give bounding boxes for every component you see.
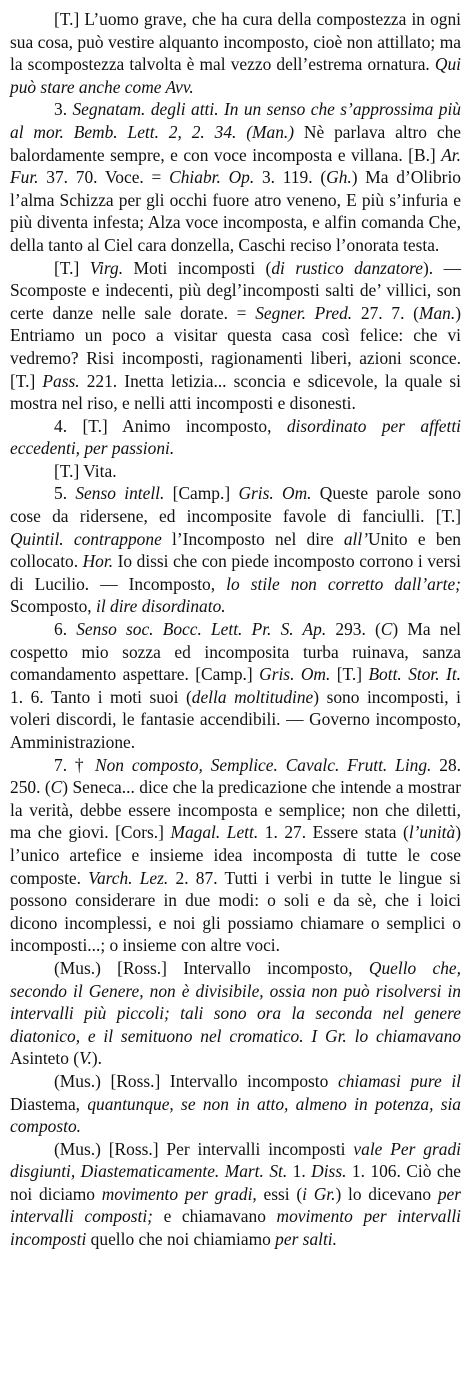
text-run: 37. 70. Voce. =	[38, 167, 170, 188]
italic-run: quantunque, se non in atto, almeno in potenza, sia composto.	[10, 1093, 461, 1137]
text-run: 3. 119. (	[254, 167, 327, 188]
text-run: ).	[91, 1048, 102, 1069]
text-run: ) Ma d’Olibrio l’alma Schizza per gli occhi fuore atro veneno, E più s’infuria e più diventa infesta; Alza voce incomposta, e alfin comanda Che, della tanto al Ciel cara donzella, Caschi reciso l’onorata testa.	[10, 167, 461, 255]
italic-run: Hor.	[82, 551, 114, 572]
text-run: 293. (	[326, 619, 381, 640]
text-run: ). — Scomposte e indecenti, più degl’incomposti salti de’ villici, son certe danze nelle sale dorate. =	[10, 257, 461, 323]
text-run: e chiamavano	[152, 1206, 277, 1227]
italic-run: C	[50, 777, 63, 798]
entry-paragraph-p7	[10, 618, 461, 754]
italic-run: Senso intell.	[75, 483, 165, 504]
italic-run: vale Per gradi disgiunti, Diastematicamente. Mart. St.	[10, 1138, 461, 1182]
italic-run: i Gr.	[302, 1183, 336, 1204]
text-run: [Camp.]	[164, 483, 239, 504]
italic-run: per salti.	[275, 1229, 337, 1250]
text-run: (Mus.) [Ross.] Intervallo incomposto	[54, 1070, 338, 1091]
text-run: 4. [T.] Animo incomposto,	[54, 415, 287, 436]
entry-paragraph-p3	[10, 257, 461, 415]
text-run: 27. 7. (	[352, 302, 419, 323]
italic-run: Segner. Pred.	[255, 302, 353, 323]
text-run: Nè parlava altro che balordamente sempre, e con voce incomposta e villana. [B.]	[10, 121, 461, 165]
text-run: 3.	[54, 99, 73, 120]
text-run: [T.]	[330, 664, 369, 685]
text-run: [T.] L’uomo grave, che ha cura della compostezza in ogni sua cosa, può vestire alquanto incomposto, cioè non attillato; ma la scompostezza talvolta è mal vezzo dell’estrema ornatura.	[10, 9, 461, 75]
italic-run: Diss.	[311, 1161, 347, 1182]
text-column	[10, 8, 461, 1251]
italic-run: lo stile non corretto dall’arte;	[226, 573, 461, 594]
text-run: (Mus.) [Ross.] Intervallo incomposto,	[54, 957, 369, 978]
italic-run: movimento per gradi,	[101, 1183, 257, 1204]
italic-run: Pass.	[42, 370, 80, 391]
italic-run: della moltitudine	[191, 686, 314, 707]
italic-run: C	[380, 619, 393, 640]
text-run: quello che noi chiamiamo	[86, 1229, 276, 1250]
italic-run: Qui può stare anche come Avv.	[10, 54, 461, 97]
italic-run: disordinato per affetti eccedenti, per passioni.	[10, 415, 461, 459]
italic-run: l’unità	[408, 822, 456, 843]
entry-paragraph-p9	[10, 957, 461, 1070]
italic-run: Man.	[418, 302, 456, 323]
italic-run: di rustico danzatore	[271, 257, 424, 278]
italic-run: Gris. Om.	[259, 664, 331, 685]
italic-run: Bott. Stor. It.	[368, 664, 461, 685]
italic-run: Ar. Fur.	[10, 144, 461, 188]
italic-run: per intervalli composti;	[10, 1183, 461, 1227]
text-run: 2. 87. Tutti i verbi in tutte le lingue si possono considerare in due modi: o soli e da sè, che i loici dicono incomplessi, e noi gli possiamo chiamare o semplici o incomposti...; o insieme con altre voci.	[10, 867, 461, 956]
entry-paragraph-p4	[10, 415, 461, 460]
italic-run: il dire disordinato.	[96, 596, 226, 617]
text-run: ) sono incomposti, i voleri discordi, le fantasie accendibili. — Governo incomposto, Amministrazione.	[10, 686, 461, 752]
italic-run: Senso soc. Bocc. Lett. Pr. S. Ap.	[76, 619, 327, 640]
italic-run: Varch. Lez.	[88, 867, 169, 888]
italic-run: Quintil. contrappone	[10, 528, 162, 549]
text-run: Io dissi che con piede incomposto corrono i versi di Lucilio. — Incomposto,	[10, 551, 461, 594]
text-run: [T.]	[54, 257, 90, 278]
text-run: ) Seneca... dice che la predicazione che intende a mostrar la verità, debbe essere incomposta e semplice; non che diletti, ma che giovi. [Cors.]	[10, 777, 461, 843]
text-run: 6.	[54, 619, 77, 640]
text-run: Unito e ben collocato.	[10, 528, 461, 572]
text-run: ) Entriamo un poco a visitar questa casa così felice: che vi vedremo? Risi incomposti, ragionamenti liberi, azioni sconce. [T.]	[10, 302, 461, 391]
text-run: 1. 27. Essere stata (	[258, 822, 409, 843]
text-run: ) lo dicevano	[335, 1183, 438, 1204]
entry-paragraph-p1	[10, 8, 461, 98]
text-run: 1.	[287, 1161, 312, 1182]
entry-paragraph-p2	[10, 98, 461, 256]
text-run: 1. 6. Tanto i moti suoi (	[10, 686, 192, 707]
text-run: Diastema,	[10, 1093, 88, 1114]
text-run: essi (	[256, 1183, 303, 1204]
italic-run: Quello che, secondo il Genere, non è divisibile, ossia non può risolversi in intervalli più piccoli; tali sono ora la seconda nel genere diatonico, e il semituono nel cromatico. I Gr. lo chiamavano	[10, 957, 461, 1046]
text-run: 28. 250. (	[10, 754, 461, 798]
italic-run: movimento per intervalli incomposti	[10, 1206, 461, 1250]
italic-run: chiamasi pure il	[338, 1070, 461, 1091]
text-run: 5.	[54, 483, 76, 504]
text-run: (Mus.) [Ross.] Per intervalli incomposti	[54, 1138, 354, 1159]
text-run: [T.] Vita.	[54, 460, 117, 481]
text-run: Queste parole sono cose da ridersene, ed incomposite favole di fanciulli. [T.]	[10, 483, 462, 527]
entry-paragraph-p10	[10, 1070, 461, 1138]
italic-run: Non composto, Semplice. Cavalc. Frutt. Ling.	[95, 754, 432, 775]
text-run: Scomposto,	[10, 596, 96, 617]
italic-run: Segnatam. degli atti. In un senso che s’approssima più al mor. Bemb. Lett. 2, 2. 34. (Man.)	[10, 99, 461, 142]
entry-paragraph-p11	[10, 1138, 461, 1251]
italic-run: all’	[343, 528, 369, 549]
text-run: l’Incomposto nel dire	[161, 528, 344, 549]
text-run: 221. Inetta letizia... sconcia e sdicevole, la quale si mostra nel riso, e nelli atti incomposti e disonesti.	[10, 370, 461, 414]
text-run: Asinteto (	[10, 1048, 80, 1069]
entry-paragraph-p6	[10, 482, 461, 618]
text-run: 7. †	[54, 754, 95, 775]
entry-paragraph-p8	[10, 754, 461, 957]
italic-run: Virg.	[89, 257, 124, 278]
entry-paragraph-p5	[10, 460, 461, 483]
text-run: ) l’unico artefice e insieme idea incomposta di tutte le cose composte.	[10, 822, 461, 888]
text-run: Moti incomposti (	[123, 257, 272, 278]
italic-run: Gh.	[326, 167, 352, 188]
text-run: 1. 106. Ciò che noi diciamo	[10, 1161, 461, 1204]
italic-run: Gris. Om.	[238, 483, 312, 504]
italic-run: Chiabr. Op.	[169, 167, 255, 188]
text-run: ) Ma nel cospetto mio sozza ed incomposita turba ruinava, sanza comandamento aspettare. [Camp.]	[10, 619, 462, 685]
italic-run: V.	[79, 1048, 92, 1069]
italic-run: Magal. Lett.	[170, 822, 259, 843]
